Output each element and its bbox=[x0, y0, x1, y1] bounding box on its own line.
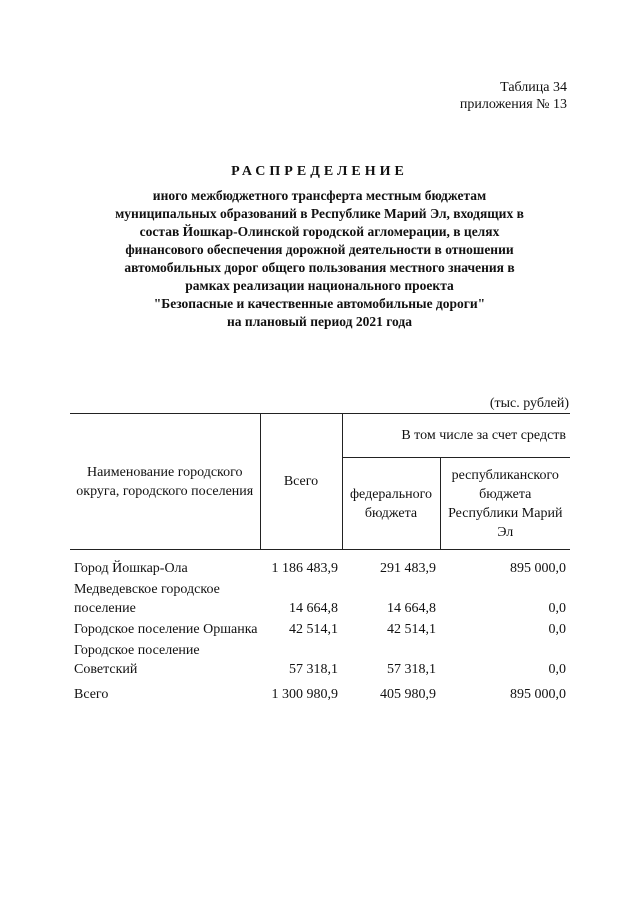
row-name: Медведевское городское поселение bbox=[74, 582, 220, 616]
row-federal: 57 318,1 bbox=[387, 662, 436, 677]
header-republic: республиканского бюджета Республики Марий Эл bbox=[440, 458, 570, 550]
total-row-name: Всего bbox=[74, 687, 109, 702]
document-subtitle bbox=[60, 187, 579, 331]
appendix-reference bbox=[460, 79, 567, 113]
subtitle-line: "Безопасные и качественные автомобильные дороги" bbox=[153, 296, 486, 311]
row-republic: 0,0 bbox=[548, 622, 567, 637]
table-total-row bbox=[70, 680, 570, 705]
row-total: 57 318,1 bbox=[289, 662, 338, 677]
subtitle-line: рамках реализации национального проекта bbox=[185, 278, 454, 293]
row-total: 1 186 483,9 bbox=[271, 561, 338, 576]
row-name: Город Йошкар-Ола bbox=[74, 561, 188, 576]
total-row-republic: 895 000,0 bbox=[510, 687, 567, 702]
row-republic: 0,0 bbox=[548, 601, 567, 616]
distribution-table bbox=[70, 413, 570, 705]
total-row-federal: 405 980,9 bbox=[380, 687, 436, 702]
appendix-table-number: Таблица 34 bbox=[500, 80, 567, 95]
subtitle-line: финансового обеспечения дорожной деятельности в отношении bbox=[125, 242, 514, 257]
table-row bbox=[70, 640, 570, 680]
subtitle-line: автомобильных дорог общего пользования местного значения в bbox=[124, 260, 515, 275]
document-heading: РАСПРЕДЕЛЕНИЕ bbox=[231, 164, 408, 179]
header-name: Наименование городского округа, городского поселения bbox=[70, 414, 260, 550]
row-federal: 42 514,1 bbox=[387, 622, 436, 637]
subtitle-line: на плановый период 2021 года bbox=[227, 314, 412, 329]
row-federal: 291 483,9 bbox=[380, 561, 436, 576]
row-name: Городское поселение Оршанка bbox=[74, 622, 258, 637]
subtitle-line: состав Йошкар-Олинской городской агломерации, в целях bbox=[139, 224, 500, 239]
subtitle-line: муниципальных образований в Республике Марий Эл, входящих в bbox=[115, 206, 524, 221]
header-total: Всего bbox=[260, 414, 342, 550]
row-federal: 14 664,8 bbox=[387, 601, 436, 616]
appendix-number: приложения № 13 bbox=[459, 97, 567, 112]
row-name: Городское поселение Советский bbox=[74, 643, 200, 677]
subtitle-line: иного межбюджетного трансферта местным бюджетам bbox=[152, 188, 487, 203]
header-including: В том числе за счет средств bbox=[342, 414, 570, 458]
row-total: 14 664,8 bbox=[289, 601, 338, 616]
units-label: (тыс. рублей) bbox=[489, 396, 569, 411]
table-row bbox=[70, 558, 570, 579]
row-republic: 895 000,0 bbox=[510, 561, 567, 576]
row-total: 42 514,1 bbox=[289, 622, 338, 637]
header-federal: федерального бюджета bbox=[342, 458, 440, 550]
row-republic: 0,0 bbox=[548, 662, 567, 677]
total-row-total: 1 300 980,9 bbox=[271, 687, 338, 702]
table-row bbox=[70, 619, 570, 640]
table-row bbox=[70, 579, 570, 619]
